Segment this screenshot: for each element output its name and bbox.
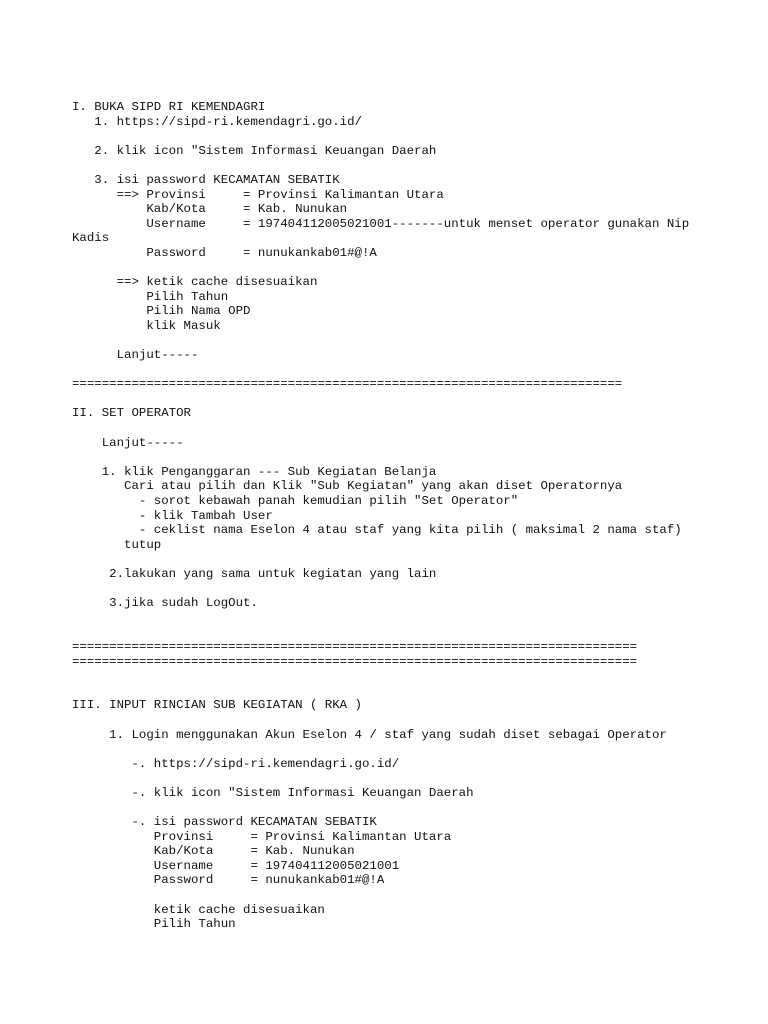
text-line: Username = 197404112005021001 bbox=[72, 858, 400, 873]
text-line: ============================================================================ bbox=[72, 654, 638, 669]
text-line: ============================================================================ bbox=[72, 639, 638, 654]
text-line bbox=[72, 771, 689, 786]
text-line: ==> Provinsi = Provinsi Kalimantan Utara bbox=[72, 187, 444, 202]
text-line bbox=[72, 625, 689, 640]
text-line: ==> ketik cache disesuaikan bbox=[72, 275, 318, 290]
text-line: - klik Tambah User bbox=[72, 508, 273, 523]
text-line bbox=[72, 611, 689, 626]
text-line: Pilih Tahun bbox=[72, 917, 236, 932]
text-line: Password = nunukankab01#@!A bbox=[72, 245, 377, 260]
text-line: -. klik icon "Sistem Informasi Keuangan Daerah bbox=[72, 785, 474, 800]
document-text bbox=[72, 100, 689, 932]
text-line: klik Masuk bbox=[72, 318, 221, 333]
text-line bbox=[72, 669, 689, 684]
text-line bbox=[72, 801, 689, 816]
text-line bbox=[72, 129, 689, 144]
text-line: 3.jika sudah LogOut. bbox=[72, 596, 258, 611]
text-line bbox=[72, 713, 689, 728]
text-line: 3. isi password KECAMATAN SEBATIK bbox=[72, 172, 340, 187]
text-line: 2.lakukan yang sama untuk kegiatan yang lain bbox=[72, 567, 437, 581]
text-line: ========================================================================== bbox=[72, 377, 623, 392]
text-line: Kadis bbox=[72, 231, 110, 246]
text-line: Password = nunukankab01#@!A bbox=[72, 873, 385, 888]
text-line bbox=[72, 684, 689, 699]
text-line: Provinsi = Provinsi Kalimantan Utara bbox=[72, 829, 452, 844]
text-line bbox=[72, 450, 689, 465]
text-line bbox=[72, 363, 689, 378]
text-line: Kab/Kota = Kab. Nunukan bbox=[72, 202, 348, 217]
text-line: 2. klik icon "Sistem Informasi Keuangan Daerah bbox=[72, 143, 437, 158]
text-line bbox=[72, 742, 689, 757]
text-line bbox=[72, 888, 689, 903]
text-line bbox=[72, 392, 689, 407]
text-line: -. isi password KECAMATAN SEBATIK bbox=[72, 815, 377, 830]
text-line bbox=[72, 158, 689, 173]
text-line bbox=[72, 582, 689, 597]
text-line: Kab/Kota = Kab. Nunukan bbox=[72, 844, 355, 859]
text-line bbox=[72, 334, 689, 349]
text-line: III. INPUT RINCIAN SUB KEGIATAN ( RKA ) bbox=[72, 698, 362, 713]
text-line: - sorot kebawah panah kemudian pilih "Set Operator" bbox=[72, 494, 519, 509]
text-line: II. SET OPERATOR bbox=[72, 406, 191, 421]
text-line: -. https://sipd-ri.kemendagri.go.id/ bbox=[72, 756, 400, 771]
text-line: 1. https://sipd-ri.kemendagri.go.id/ bbox=[72, 114, 362, 129]
text-line: Pilih Nama OPD bbox=[72, 304, 251, 319]
text-line: Lanjut----- bbox=[72, 435, 184, 450]
text-line bbox=[72, 261, 689, 276]
text-line: Username = 197404112005021001-------untuk menset operator gunakan Nip bbox=[72, 216, 690, 231]
text-line: ketik cache disesuaikan bbox=[72, 902, 325, 917]
text-line: tutup bbox=[72, 537, 162, 552]
text-line: Lanjut----- bbox=[72, 348, 199, 363]
text-line bbox=[72, 552, 689, 567]
text-line: I. BUKA SIPD RI KEMENDAGRI bbox=[72, 100, 266, 114]
text-line: 1. klik Penganggaran --- Sub Kegiatan Belanja bbox=[72, 464, 437, 479]
text-line: 1. Login menggunakan Akun Eselon 4 / staf yang sudah diset sebagai Operator bbox=[72, 727, 667, 742]
text-line: - ceklist nama Eselon 4 atau staf yang kita pilih ( maksimal 2 nama staf) bbox=[72, 523, 682, 538]
text-line: Cari atau pilih dan Klik "Sub Kegiatan" yang akan diset Operatornya bbox=[72, 479, 623, 494]
text-line bbox=[72, 421, 689, 436]
text-line: Pilih Tahun bbox=[72, 289, 229, 304]
